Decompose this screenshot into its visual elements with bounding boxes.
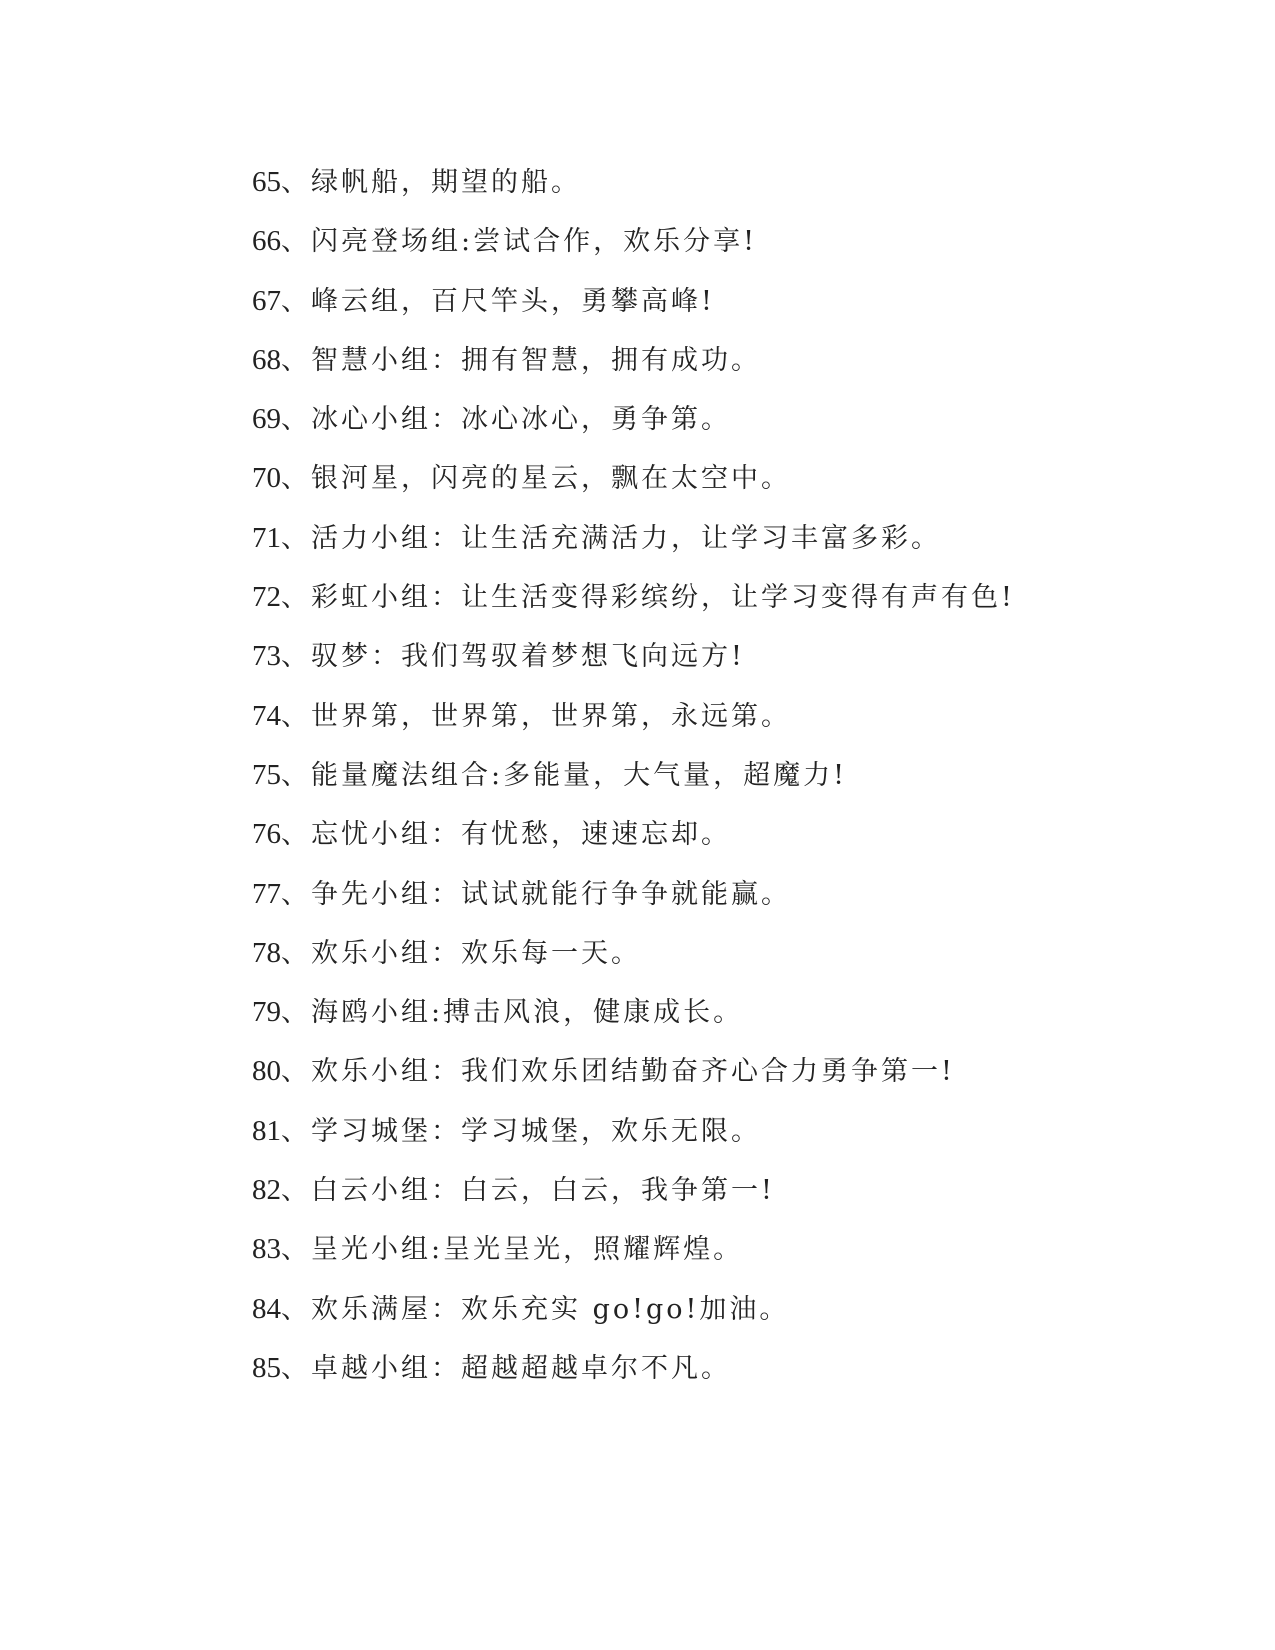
list-item bbox=[252, 692, 1212, 751]
item-text: 、活力小组：让生活充满活力，让学习丰富多彩。 bbox=[281, 522, 941, 554]
item-number: 83 bbox=[252, 1233, 281, 1266]
list-item bbox=[252, 1285, 1212, 1344]
item-text: 、呈光小组:呈光呈光，照耀辉煌。 bbox=[281, 1234, 744, 1266]
list-item bbox=[252, 1047, 1212, 1106]
item-text: 、能量魔法组合:多能量，大气量，超魔力! bbox=[281, 759, 847, 791]
item-number: 72 bbox=[252, 581, 281, 614]
item-number: 65 bbox=[252, 166, 281, 198]
item-text: 、欢乐小组：欢乐每一天。 bbox=[281, 937, 641, 969]
item-number: 84 bbox=[252, 1292, 281, 1325]
item-text: 、欢乐满屋：欢乐充实 go!go!加油。 bbox=[281, 1293, 790, 1325]
item-number: 69 bbox=[252, 403, 281, 436]
item-number: 78 bbox=[252, 936, 281, 969]
list-item bbox=[252, 336, 1212, 395]
item-text: 、欢乐小组：我们欢乐团结勤奋齐心合力勇争第一! bbox=[281, 1056, 955, 1088]
item-number: 70 bbox=[252, 462, 281, 495]
item-number: 74 bbox=[252, 699, 281, 732]
item-number: 73 bbox=[252, 640, 281, 673]
list-item bbox=[252, 395, 1212, 454]
list-item bbox=[252, 158, 1212, 217]
item-text: 、银河星，闪亮的星云，飘在太空中。 bbox=[281, 463, 791, 495]
item-number: 67 bbox=[252, 284, 281, 317]
list-item bbox=[252, 632, 1212, 691]
item-text: 、冰心小组：冰心冰心，勇争第。 bbox=[281, 404, 731, 436]
item-text: 、闪亮登场组:尝试合作，欢乐分享! bbox=[281, 226, 757, 258]
list-item bbox=[252, 454, 1212, 513]
item-text: 、峰云组，百尺竿头，勇攀高峰! bbox=[281, 285, 715, 317]
list-item bbox=[252, 810, 1212, 869]
item-number: 68 bbox=[252, 343, 281, 376]
item-number: 75 bbox=[252, 758, 281, 791]
list-item bbox=[252, 277, 1212, 336]
list-item bbox=[252, 573, 1212, 632]
item-text: 、驭梦：我们驾驭着梦想飞向远方! bbox=[281, 641, 745, 673]
item-text: 、海鸥小组:搏击风浪，健康成长。 bbox=[281, 997, 744, 1029]
item-number: 71 bbox=[252, 521, 281, 554]
item-text: 、忘忧小组：有忧愁，速速忘却。 bbox=[281, 819, 731, 851]
list-item bbox=[252, 514, 1212, 573]
list-item bbox=[252, 1166, 1212, 1225]
item-text: 、卓越小组：超越超越卓尔不凡。 bbox=[281, 1352, 731, 1384]
list-item bbox=[252, 1107, 1212, 1166]
slogan-list bbox=[252, 158, 1212, 1403]
item-text: 、争先小组：试试就能行争争就能赢。 bbox=[281, 878, 791, 910]
item-text: 、智慧小组：拥有智慧，拥有成功。 bbox=[281, 344, 761, 376]
item-text: 、白云小组：白云，白云，我争第一! bbox=[281, 1175, 775, 1207]
item-number: 76 bbox=[252, 818, 281, 851]
item-number: 82 bbox=[252, 1174, 281, 1207]
item-text: 、绿帆船，期望的船。 bbox=[281, 167, 581, 198]
item-text: 、学习城堡：学习城堡，欢乐无限。 bbox=[281, 1115, 761, 1147]
list-item bbox=[252, 751, 1212, 810]
list-item bbox=[252, 1225, 1212, 1284]
list-item bbox=[252, 217, 1212, 276]
item-text: 、彩虹小组：让生活变得彩缤纷，让学习变得有声有色! bbox=[281, 582, 1015, 614]
item-text: 、世界第，世界第，世界第，永远第。 bbox=[281, 700, 791, 732]
item-number: 77 bbox=[252, 877, 281, 910]
item-number: 66 bbox=[252, 225, 281, 258]
item-number: 85 bbox=[252, 1351, 281, 1384]
list-item bbox=[252, 929, 1212, 988]
item-number: 80 bbox=[252, 1055, 281, 1088]
item-number: 79 bbox=[252, 996, 281, 1029]
item-number: 81 bbox=[252, 1114, 281, 1147]
list-item bbox=[252, 1344, 1212, 1403]
list-item bbox=[252, 988, 1212, 1047]
list-item bbox=[252, 870, 1212, 929]
